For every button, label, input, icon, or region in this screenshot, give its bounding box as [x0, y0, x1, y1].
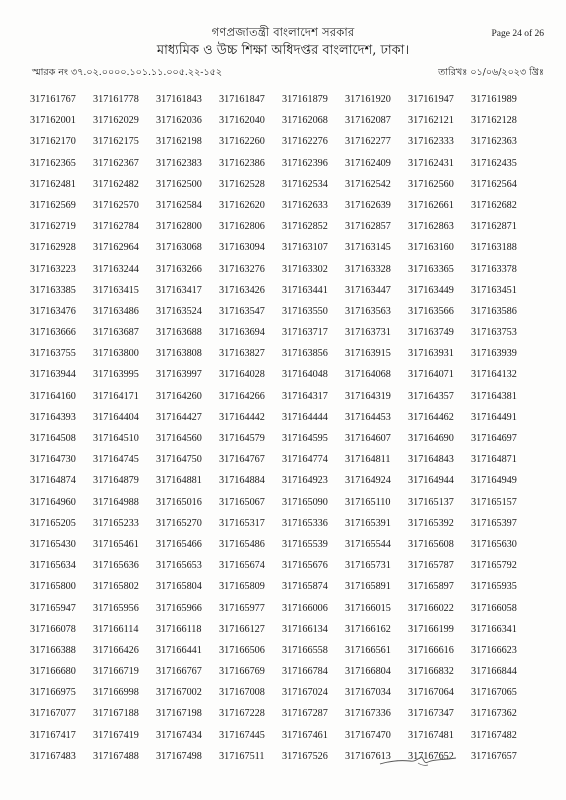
roll-number-cell: 317163586	[471, 305, 517, 317]
roll-number-cell: 317162560	[408, 178, 454, 190]
roll-number-cell: 317164028	[219, 369, 265, 381]
roll-number-cell: 317164068	[345, 369, 391, 381]
table-row	[30, 475, 534, 496]
roll-number-cell: 317164319	[345, 390, 391, 402]
roll-number-cell: 317162431	[408, 157, 454, 169]
table-row	[30, 497, 534, 518]
roll-number-cell: 317166616	[408, 644, 454, 656]
roll-number-cell: 317165800	[30, 581, 76, 593]
roll-number-cell: 317162367	[93, 157, 139, 169]
roll-number-cell: 317164871	[471, 454, 517, 466]
roll-number-cell: 317167482	[471, 729, 517, 741]
roll-number-cell: 317167064	[408, 687, 454, 699]
roll-number-cell: 317165461	[93, 538, 139, 550]
roll-number-cell: 317165205	[30, 517, 76, 529]
roll-number-cell: 317164924	[345, 475, 391, 487]
roll-number-cell: 317165430	[30, 538, 76, 550]
roll-number-cell: 317165157	[471, 496, 517, 508]
roll-number-cell: 317164357	[408, 390, 454, 402]
government-title: গণপ্রজাতন্ত্রী বাংলাদেশ সরকার	[211, 25, 355, 39]
roll-number-cell: 317163068	[156, 242, 202, 254]
roll-number-cell: 317165233	[93, 517, 139, 529]
roll-number-cell: 317163717	[282, 327, 328, 339]
roll-number-cell: 317164774	[282, 454, 328, 466]
roll-number-cell: 317162719	[30, 221, 76, 233]
roll-number-cell: 317166058	[471, 602, 517, 614]
document-date: তারিখঃ ০১/০৬/২০২৩ খ্রিঃ	[438, 67, 544, 78]
roll-number-cell: 317161947	[408, 94, 454, 105]
roll-number-cell: 317167024	[282, 687, 328, 699]
roll-number-cell: 317167188	[93, 708, 139, 720]
table-row	[30, 136, 534, 157]
table-row	[30, 412, 534, 433]
table-row	[30, 348, 534, 369]
roll-number-cell: 317163160	[408, 242, 454, 254]
roll-number-cell: 317167336	[345, 708, 391, 720]
roll-number-cell: 317163800	[93, 348, 139, 360]
roll-number-cell: 317163550	[282, 305, 328, 317]
roll-number-cell: 317165608	[408, 538, 454, 550]
roll-number-cell: 317167657	[471, 750, 517, 762]
roll-number-cell: 317161879	[282, 94, 328, 105]
roll-number-cell: 317167511	[219, 750, 265, 762]
roll-number-cell: 317166506	[219, 644, 265, 656]
roll-number-cell: 317162800	[156, 221, 202, 233]
roll-number-cell: 317166134	[282, 623, 328, 635]
roll-number-cell: 317163266	[156, 263, 202, 275]
roll-number-cell: 317165636	[93, 560, 139, 572]
roll-number-cell: 317162661	[408, 199, 454, 211]
roll-number-cell: 317165336	[282, 517, 328, 529]
roll-number-cell: 317164381	[471, 390, 517, 402]
roll-number-cell: 317164393	[30, 411, 76, 423]
roll-number-cell: 317163188	[471, 242, 517, 254]
roll-number-cell: 317162852	[282, 221, 328, 233]
roll-number-cell: 317165935	[471, 581, 517, 593]
roll-number-cell: 317164750	[156, 454, 202, 466]
roll-number-cell: 317167434	[156, 729, 202, 741]
roll-number-cell: 317163486	[93, 305, 139, 317]
directorate-title: মাধ্যমিক ও উচ্চ শিক্ষা অধিদপ্তর বাংলাদেশ, ঢাকা।	[156, 43, 410, 58]
table-row	[30, 730, 534, 751]
roll-number-cell: 317166844	[471, 666, 517, 678]
roll-number-cell: 317163755	[30, 348, 76, 360]
roll-number-cell: 317164730	[30, 454, 76, 466]
roll-number-cell: 317166680	[30, 666, 76, 678]
roll-number-cell: 317162964	[93, 242, 139, 254]
roll-number-cell: 317163415	[93, 284, 139, 296]
roll-number-cell: 317164453	[345, 411, 391, 423]
roll-number-cell: 317164879	[93, 475, 139, 487]
roll-number-cell: 317165966	[156, 602, 202, 614]
roll-number-cell: 317165674	[219, 560, 265, 572]
roll-number-cell: 317162383	[156, 157, 202, 169]
roll-number-cell: 317166114	[93, 623, 139, 635]
roll-number-cell: 317163827	[219, 348, 265, 360]
roll-number-cell: 317163995	[93, 369, 139, 381]
roll-number-cell: 317165630	[471, 538, 517, 550]
page-number: Page 24 of 26	[491, 29, 544, 39]
roll-number-cell: 317163276	[219, 263, 265, 275]
roll-number-cell: 317167419	[93, 729, 139, 741]
roll-number-cell: 317162871	[471, 221, 517, 233]
roll-number-cell: 317162198	[156, 136, 202, 148]
memo-number: স্মারক নং ৩৭.০২.০০০০.১০১.১১.০০৫.২২-১৫২	[32, 67, 222, 78]
roll-number-cell: 317165539	[282, 538, 328, 550]
roll-number-cell: 317166561	[345, 644, 391, 656]
roll-number-cell: 317163753	[471, 327, 517, 339]
roll-number-cell: 317161778	[93, 94, 139, 105]
roll-number-cell: 317164508	[30, 433, 76, 444]
roll-number-cell: 317166426	[93, 644, 139, 656]
roll-number-cell: 317165947	[30, 602, 76, 614]
roll-number-cell: 317162128	[471, 115, 517, 127]
roll-number-cell: 317165110	[345, 496, 391, 508]
roll-number-cell: 317165466	[156, 538, 202, 550]
roll-number-cell: 317163808	[156, 348, 202, 360]
roll-number-cell: 317165676	[282, 560, 328, 572]
roll-number-cell: 317161767	[30, 94, 76, 105]
roll-number-cell: 317163915	[345, 348, 391, 360]
roll-number-cell: 317161847	[219, 94, 265, 105]
roll-number-cell: 317162682	[471, 199, 517, 211]
roll-number-cell: 317165270	[156, 517, 202, 529]
roll-number-cell: 317163328	[345, 263, 391, 275]
roll-number-cell: 317163688	[156, 327, 202, 339]
roll-number-cell: 317166341	[471, 623, 517, 635]
table-row	[30, 391, 534, 412]
roll-number-cell: 317166127	[219, 623, 265, 635]
roll-number-cell: 317166118	[156, 623, 202, 635]
roll-number-cell: 317162482	[93, 178, 139, 190]
roll-number-cell: 317163107	[282, 242, 328, 254]
roll-number-cell: 317167198	[156, 708, 202, 720]
roll-number-cell: 317164560	[156, 433, 202, 444]
roll-number-cell: 317162001	[30, 115, 76, 127]
roll-number-cell: 317164266	[219, 390, 265, 402]
roll-number-cell: 317162409	[345, 157, 391, 169]
roll-number-cell: 317163687	[93, 327, 139, 339]
roll-number-cell: 317163385	[30, 284, 76, 296]
roll-number-cell: 317167362	[471, 708, 517, 720]
roll-number-cell: 317162569	[30, 199, 76, 211]
roll-number-cell: 317162365	[30, 157, 76, 169]
roll-number-cell: 317163447	[345, 284, 391, 296]
roll-number-cell: 317166975	[30, 687, 76, 699]
roll-number-cell: 317164949	[471, 475, 517, 487]
roll-number-cell: 317162928	[30, 242, 76, 254]
roll-number-cell: 317161920	[345, 94, 391, 105]
roll-number-cell: 317164071	[408, 369, 454, 381]
roll-number-cell: 317167498	[156, 750, 202, 762]
roll-number-cell: 317165792	[471, 560, 517, 572]
roll-number-cell: 317166388	[30, 644, 76, 656]
roll-number-cell: 317164444	[282, 411, 328, 423]
roll-number-cell: 317166832	[408, 666, 454, 678]
roll-number-cell: 317166558	[282, 644, 328, 656]
roll-number-cell: 317162500	[156, 178, 202, 190]
roll-number-cell: 317167461	[282, 729, 328, 741]
roll-number-cell: 317162584	[156, 199, 202, 211]
roll-number-cell: 317162564	[471, 178, 517, 190]
roll-number-cell: 317164884	[219, 475, 265, 487]
roll-number-cell: 317164404	[93, 411, 139, 423]
roll-number-cell: 317164745	[93, 454, 139, 466]
roll-number-table	[30, 94, 534, 772]
table-row	[30, 751, 534, 772]
roll-number-cell: 317165016	[156, 496, 202, 508]
roll-number-cell: 317165544	[345, 538, 391, 550]
roll-number-cell: 317163524	[156, 305, 202, 317]
table-row	[30, 179, 534, 200]
roll-number-cell: 317162639	[345, 199, 391, 211]
roll-number-cell: 317163378	[471, 263, 517, 275]
roll-number-cell: 317166015	[345, 602, 391, 614]
table-row	[30, 708, 534, 729]
roll-number-cell: 317165634	[30, 560, 76, 572]
roll-number-cell: 317165802	[93, 581, 139, 593]
roll-number-cell: 317163449	[408, 284, 454, 296]
table-row	[30, 645, 534, 666]
roll-number-cell: 317164171	[93, 390, 139, 402]
roll-number-cell: 317162333	[408, 136, 454, 148]
roll-number-cell: 317163666	[30, 327, 76, 339]
roll-number-cell: 317166623	[471, 644, 517, 656]
roll-number-cell: 317167488	[93, 750, 139, 762]
roll-number-cell: 317162029	[93, 115, 139, 127]
table-row	[30, 285, 534, 306]
roll-number-cell: 317164843	[408, 454, 454, 466]
roll-number-cell: 317166769	[219, 666, 265, 678]
roll-number-cell: 317163749	[408, 327, 454, 339]
table-row	[30, 242, 534, 263]
roll-number-cell: 317162435	[471, 157, 517, 169]
table-row	[30, 158, 534, 179]
roll-number-cell: 317167077	[30, 708, 76, 720]
roll-number-cell: 317162481	[30, 178, 76, 190]
table-row	[30, 666, 534, 687]
roll-number-cell: 317167417	[30, 729, 76, 741]
roll-number-cell: 317162857	[345, 221, 391, 233]
roll-number-cell: 317162396	[282, 157, 328, 169]
roll-number-cell: 317164160	[30, 390, 76, 402]
roll-number-cell: 317167526	[282, 750, 328, 762]
roll-number-cell: 317167008	[219, 687, 265, 699]
roll-number-cell: 317164767	[219, 454, 265, 466]
roll-number-cell: 317163931	[408, 348, 454, 360]
roll-number-cell: 317163731	[345, 327, 391, 339]
roll-number-cell: 317166199	[408, 623, 454, 635]
roll-number-cell: 317162068	[282, 115, 328, 127]
roll-number-cell: 317163094	[219, 242, 265, 254]
roll-number-cell: 317163223	[30, 263, 76, 275]
table-row	[30, 560, 534, 581]
roll-number-cell: 317166162	[345, 623, 391, 635]
roll-number-cell: 317163566	[408, 305, 454, 317]
roll-number-cell: 317165067	[219, 496, 265, 508]
roll-number-cell: 317164923	[282, 475, 328, 487]
table-row	[30, 624, 534, 645]
roll-number-cell: 317164690	[408, 433, 454, 444]
roll-number-cell: 317165391	[345, 517, 391, 529]
roll-number-cell: 317164132	[471, 369, 517, 381]
roll-number-cell: 317164427	[156, 411, 202, 423]
roll-number-cell: 317163547	[219, 305, 265, 317]
roll-number-cell: 317162806	[219, 221, 265, 233]
roll-number-cell: 317165787	[408, 560, 454, 572]
roll-number-cell: 317164811	[345, 454, 391, 466]
roll-number-cell: 317163476	[30, 305, 76, 317]
roll-number-cell: 317162260	[219, 136, 265, 148]
roll-number-cell: 317164579	[219, 433, 265, 444]
roll-number-cell: 317162363	[471, 136, 517, 148]
roll-number-cell: 317163944	[30, 369, 76, 381]
roll-number-cell: 317162570	[93, 199, 139, 211]
roll-number-cell: 317167034	[345, 687, 391, 699]
roll-number-cell: 317162386	[219, 157, 265, 169]
roll-number-cell: 317164260	[156, 390, 202, 402]
roll-number-cell: 317162170	[30, 136, 76, 148]
roll-number-cell: 317167483	[30, 750, 76, 762]
roll-number-cell: 317162534	[282, 178, 328, 190]
roll-number-cell: 317162175	[93, 136, 139, 148]
roll-number-cell: 317165809	[219, 581, 265, 593]
table-row	[30, 454, 534, 475]
roll-number-cell: 317162863	[408, 221, 454, 233]
roll-number-cell: 317163451	[471, 284, 517, 296]
roll-number-cell: 317163997	[156, 369, 202, 381]
roll-number-cell: 317162040	[219, 115, 265, 127]
roll-number-cell: 317165891	[345, 581, 391, 593]
table-row	[30, 433, 534, 454]
roll-number-cell: 317162036	[156, 115, 202, 127]
table-row	[30, 603, 534, 624]
roll-number-cell: 317163365	[408, 263, 454, 275]
roll-number-cell: 317167652	[408, 750, 454, 762]
roll-number-cell: 317166998	[93, 687, 139, 699]
roll-number-cell: 317163939	[471, 348, 517, 360]
roll-number-cell: 317166441	[156, 644, 202, 656]
roll-number-cell: 317162087	[345, 115, 391, 127]
roll-number-cell: 317164510	[93, 433, 139, 444]
roll-number-cell: 317165956	[93, 602, 139, 614]
table-row	[30, 94, 534, 115]
roll-number-cell: 317161843	[156, 94, 202, 105]
roll-number-cell: 317167228	[219, 708, 265, 720]
roll-number-cell: 317164317	[282, 390, 328, 402]
table-row	[30, 581, 534, 602]
roll-number-cell: 317163441	[282, 284, 328, 296]
table-row	[30, 369, 534, 390]
roll-number-cell: 317164607	[345, 433, 391, 444]
roll-number-cell: 317167065	[471, 687, 517, 699]
roll-number-cell: 317166719	[93, 666, 139, 678]
roll-number-cell: 317163302	[282, 263, 328, 275]
roll-number-cell: 317164960	[30, 496, 76, 508]
roll-number-cell: 317162633	[282, 199, 328, 211]
roll-number-cell: 317166804	[345, 666, 391, 678]
roll-number-cell: 317163856	[282, 348, 328, 360]
roll-number-cell: 317164881	[156, 475, 202, 487]
table-row	[30, 518, 534, 539]
roll-number-cell: 317164048	[282, 369, 328, 381]
roll-number-cell: 317165486	[219, 538, 265, 550]
roll-number-cell: 317164595	[282, 433, 328, 444]
roll-number-cell: 317162528	[219, 178, 265, 190]
roll-number-cell: 317164491	[471, 411, 517, 423]
roll-number-cell: 317166767	[156, 666, 202, 678]
roll-number-cell: 317163417	[156, 284, 202, 296]
roll-number-cell: 317165397	[471, 517, 517, 529]
roll-number-cell: 317164462	[408, 411, 454, 423]
roll-number-cell: 317167470	[345, 729, 391, 741]
roll-number-cell: 317162620	[219, 199, 265, 211]
table-row	[30, 687, 534, 708]
roll-number-cell: 317166022	[408, 602, 454, 614]
roll-number-cell: 317165317	[219, 517, 265, 529]
roll-number-cell: 317165137	[408, 496, 454, 508]
roll-number-cell: 317166006	[282, 602, 328, 614]
roll-number-cell: 317161989	[471, 94, 517, 105]
roll-number-cell: 317162277	[345, 136, 391, 148]
roll-number-cell: 317164697	[471, 433, 517, 444]
roll-number-cell: 317165731	[345, 560, 391, 572]
roll-number-cell: 317167445	[219, 729, 265, 741]
roll-number-cell: 317163694	[219, 327, 265, 339]
roll-number-cell: 317166078	[30, 623, 76, 635]
roll-number-cell: 317164442	[219, 411, 265, 423]
signature-mark	[378, 752, 458, 770]
roll-number-cell: 317167287	[282, 708, 328, 720]
roll-number-cell: 317167347	[408, 708, 454, 720]
roll-number-cell: 317163244	[93, 263, 139, 275]
roll-number-cell: 317165874	[282, 581, 328, 593]
roll-number-cell: 317167002	[156, 687, 202, 699]
table-row	[30, 306, 534, 327]
roll-number-cell: 317165977	[219, 602, 265, 614]
roll-number-cell: 317164988	[93, 496, 139, 508]
roll-number-cell: 317162542	[345, 178, 391, 190]
roll-number-cell: 317164944	[408, 475, 454, 487]
table-row	[30, 264, 534, 285]
roll-number-cell: 317165653	[156, 560, 202, 572]
table-row	[30, 200, 534, 221]
roll-number-cell: 317163563	[345, 305, 391, 317]
table-row	[30, 327, 534, 348]
roll-number-cell: 317165090	[282, 496, 328, 508]
roll-number-cell: 317165897	[408, 581, 454, 593]
roll-number-cell: 317163426	[219, 284, 265, 296]
roll-number-cell: 317166784	[282, 666, 328, 678]
roll-number-cell: 317162784	[93, 221, 139, 233]
roll-number-cell: 317163145	[345, 242, 391, 254]
roll-number-cell: 317165804	[156, 581, 202, 593]
roll-number-cell: 317164874	[30, 475, 76, 487]
table-row	[30, 539, 534, 560]
roll-number-cell: 317167613	[345, 750, 391, 762]
table-row	[30, 221, 534, 242]
table-row	[30, 115, 534, 136]
roll-number-cell: 317162276	[282, 136, 328, 148]
roll-number-cell: 317162121	[408, 115, 454, 127]
roll-number-cell: 317167481	[408, 729, 454, 741]
roll-number-cell: 317165392	[408, 517, 454, 529]
